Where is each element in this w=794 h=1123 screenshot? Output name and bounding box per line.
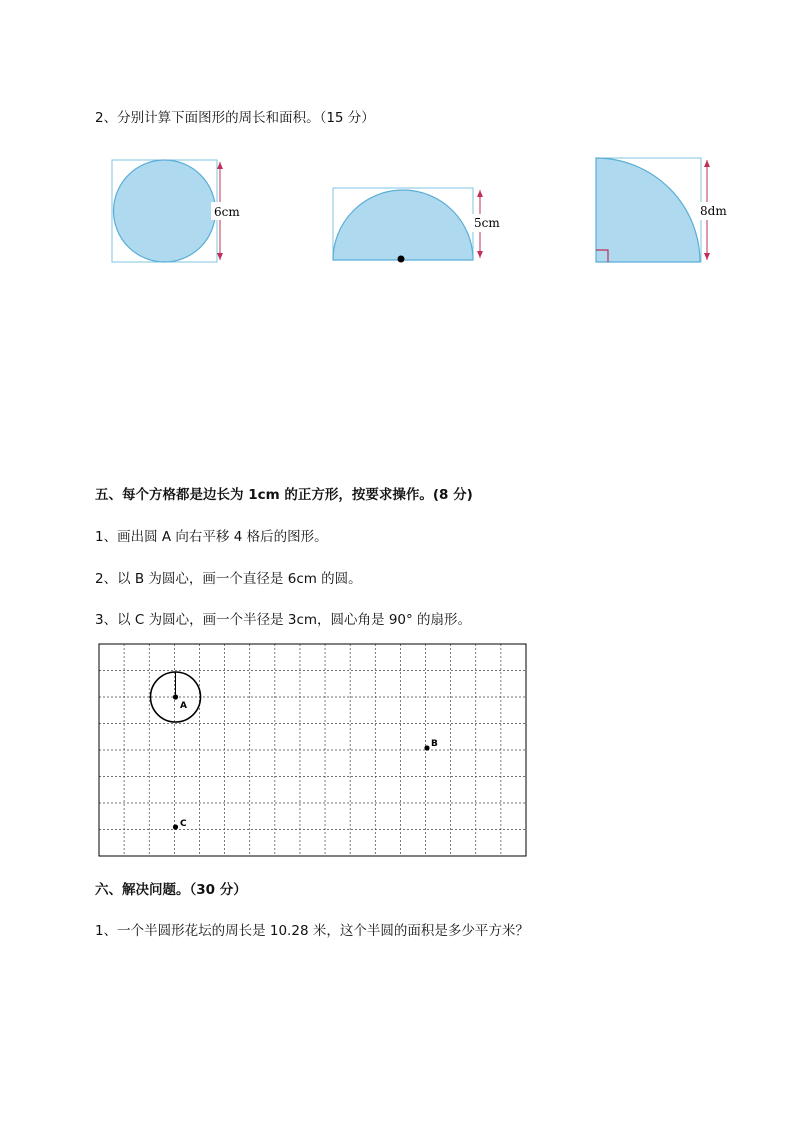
point-b [424, 745, 429, 750]
section-5-item-2: 2、以 B 为圆心，画一个直径是 6cm 的圆。 [95, 571, 362, 587]
point-c-label: C [180, 819, 187, 829]
section-5-item-1: 1、画出圆 A 向右平移 4 格后的图形。 [95, 529, 328, 545]
point-a-label: A [180, 701, 187, 711]
circle-diameter-label: 6cm [214, 205, 240, 219]
quarter-circle-figure [590, 150, 730, 270]
section-6-title: 六、解决问题。（30 分） [95, 882, 247, 898]
circle-figure [105, 150, 255, 270]
section-6-item-1: 1、一个半圆形花坛的周长是 10.28 米，这个半圆的面积是多少平方米？ [95, 923, 529, 939]
semicircle-figure [330, 150, 510, 270]
section-5-item-3: 3、以 C 为圆心，画一个半径是 3cm，圆心角是 90° 的扇形。 [95, 612, 472, 628]
point-b-label: B [431, 739, 438, 749]
square-grid[interactable] [95, 640, 535, 860]
point-a [173, 694, 178, 699]
question-2-text: 2、分别计算下面图形的周长和面积。（15 分） [95, 110, 375, 126]
point-c [173, 824, 178, 829]
quarter-radius-label: 8dm [700, 204, 727, 218]
section-5-title: 五、每个方格都是边长为 1cm 的正方形，按要求操作。(8 分) [95, 487, 473, 503]
semicircle-radius-label: 5cm [474, 216, 500, 230]
